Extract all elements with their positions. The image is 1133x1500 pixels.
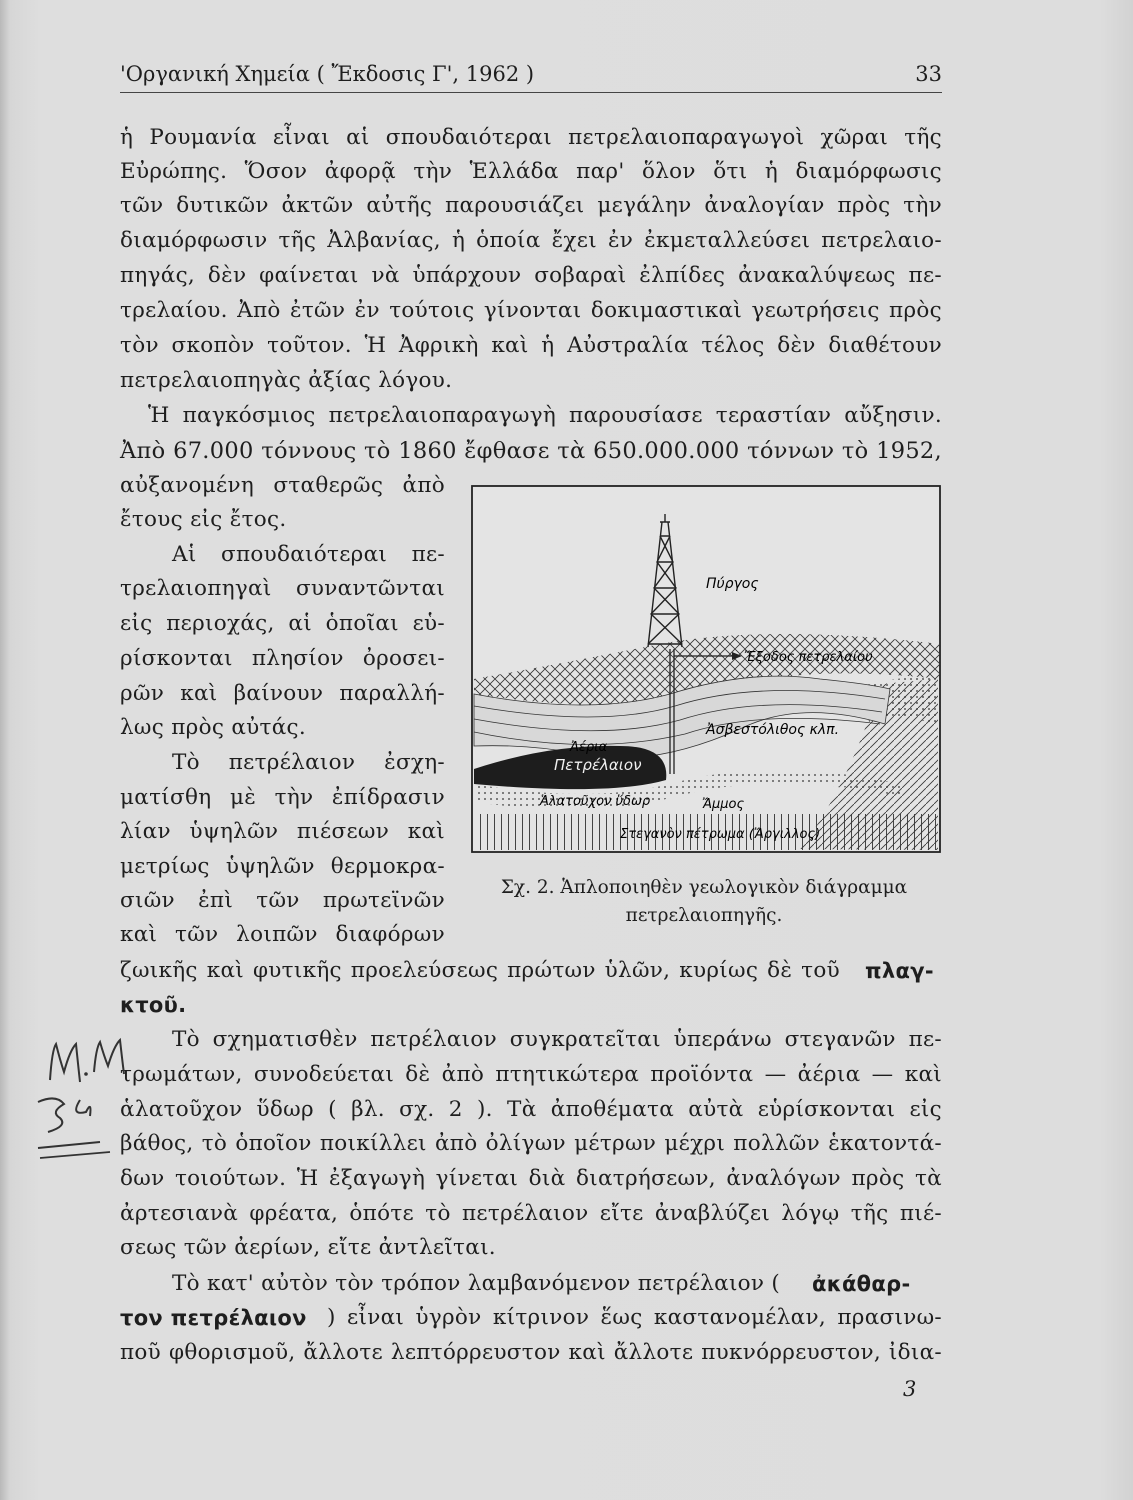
label-tower: Πύργος — [706, 576, 759, 592]
text-line: δων τοιούτων. Ἡ ἐξαγωγὴ γίνεται διὰ διατρήσεων, ἀναλόγων πρὸς τὰ — [120, 1166, 942, 1191]
text-line: Εὐρώπης. Ὅσον ἀφορᾷ τὴν Ἑλλάδα παρ' ὅλον ὅτι ἡ διαμόρφωσις — [120, 159, 942, 184]
header-title: 'Οργανική Χημεία ( Ἔκδοσις Γ', 1962 ) — [120, 62, 535, 86]
page-number: 33 — [915, 62, 942, 86]
bold-term-cont: κτοῦ. — [120, 993, 187, 1017]
text-line: ζωικῆς καὶ φυτικῆς προελεύσεως πρώτων ὑλῶν, κυρίως δὲ τοῦ — [120, 958, 840, 983]
text-line: τὸν σκοπὸν τοῦτον. Ἡ Ἀφρικὴ καὶ ἡ Αὐστραλία τέλος δὲν διαθέτουν — [120, 333, 942, 358]
text-line: λίαν ὑψηλῶν πιέσεων καὶ — [120, 819, 445, 844]
text-line: ἀρτεσιανὰ φρέατα, ὁπότε τὸ πετρέλαιον εἴτε ἀναβλύζει λόγῳ τῆς πιέ- — [120, 1201, 942, 1226]
text-line: ρῶν καὶ βαίνουν παραλλή- — [120, 681, 445, 706]
text-line: τρελαίου. Ἀπὸ ἐτῶν ἐν τούτοις γίνονται δοκιμαστικαὶ γεωτρήσεις πρὸς — [120, 298, 942, 323]
label-saltwater: Ἁλατοῦχον ὕδωρ — [540, 794, 651, 809]
running-header — [120, 58, 942, 93]
text-line: Ἀπὸ 67.000 τόννους τὸ 1860 ἔφθασε τὰ 650.000.000 τόννων τὸ 1952, — [120, 438, 942, 464]
text-line: πηγάς, δὲν φαίνεται νὰ ὑπάρχουν σοβαραὶ ἐλπίδες ἀνακαλύψεως πε- — [120, 263, 942, 288]
text-line: ἡ Ρουμανία εἶναι αἱ σπουδαιότεραι πετρελαιοπαραγωγοὶ χῶραι τῆς — [120, 125, 942, 150]
text-line: Τὸ πετρέλαιον ἐσχη- — [172, 750, 445, 775]
text-line: εἰς περιοχάς, αἱ ὁποῖαι εὑ- — [120, 611, 445, 636]
text-line: Αἱ σπουδαιότεραι πε- — [172, 542, 445, 567]
text-line: βάθος, τὸ ὁποῖον ποικίλλει ἀπὸ ὀλίγων μέτρων μέχρι πολλῶν ἑκατοντά- — [120, 1131, 942, 1156]
handwritten-margin-note — [30, 1020, 190, 1170]
bold-term: ἀκάθαρ- — [812, 1272, 911, 1296]
text-line: Ἡ παγκόσμιος πετρελαιοπαραγωγὴ παρουσίασε τεραστίαν αὔξησιν. — [148, 403, 942, 428]
text-line: μετρίως ὑψηλῶν θερμοκρα- — [120, 854, 445, 879]
text-line: λως πρὸς αὐτάς. — [120, 715, 307, 740]
text-line: ρίσκονται πλησίον ὀροσει- — [120, 646, 445, 671]
label-outlet: Ἔξοδος πετρελαίου — [744, 650, 873, 665]
label-limestone: Ἀσβεστόλιθος κλπ. — [706, 722, 840, 738]
text-line: διαμόρφωσιν τῆς Ἀλβανίας, ἡ ὁποία ἔχει ἐν ἐκμεταλλεύσει πετρελαιο- — [120, 228, 942, 253]
text-line: Τὸ κατ' αὐτὸν τὸν τρόπον λαμβανόμενον πετρέλαιον ( — [172, 1271, 781, 1296]
folio-number: 3 — [903, 1377, 917, 1401]
bold-term-cont: τον πετρέλαιον — [120, 1306, 307, 1330]
text-line: τῶν δυτικῶν ἀκτῶν αὐτῆς παρουσιάζει μεγάλην ἀναλογίαν πρὸς τὴν — [120, 193, 942, 218]
text-line: ματίσθη μὲ τὴν ἐπίδρασιν — [120, 785, 445, 810]
text-line: ἔτους εἰς ἔτος. — [120, 507, 287, 532]
text-line: ) εἶναι ὑγρὸν κίτρινον ἕως καστανομέλαν, πρασινω- — [327, 1305, 942, 1330]
text-line: σεως τῶν ἀερίων, εἴτε ἀντλεῖται. — [120, 1235, 496, 1260]
text-line: καὶ τῶν λοιπῶν διαφόρων — [120, 922, 445, 947]
text-line: αὐξανομένη σταθερῶς ἀπὸ — [120, 473, 445, 498]
oil-well-diagram — [470, 484, 942, 854]
label-sand: Ἄμμος — [702, 797, 745, 812]
text-line: τρωμάτων, συνοδεύεται δὲ ἀπὸ πτητικώτερα προϊόντα — ἀέρια — καὶ — [120, 1062, 942, 1087]
label-gas: Ἀέρια — [570, 740, 608, 755]
figure-caption: Σχ. 2. Ἁπλοποιηθὲν γεωλογικὸν διάγραμμα — [500, 877, 908, 898]
text-line: Τὸ σχηματισθὲν πετρέλαιον συγκρατεῖται ὑπεράνω στεγανῶν πε- — [172, 1027, 942, 1052]
text-line: πετρελαιοπηγὰς ἀξίας λόγου. — [120, 368, 453, 393]
text-line: σιῶν ἐπὶ τῶν πρωτεϊνῶν — [120, 888, 445, 913]
text-line: ποῦ φθορισμοῦ, ἄλλοτε λεπτόρρευστον καὶ ἄλλοτε πυκνόρρευστον, ἰδια- — [120, 1340, 942, 1365]
text-line: τρελαιοπηγαὶ συναντῶνται — [120, 576, 445, 601]
label-oil: Πετρέλαιον — [554, 756, 642, 774]
text-line: ἁλατοῦχον ὕδωρ ( βλ. σχ. 2 ). Τὰ ἀποθέματα αὐτὰ εὑρίσκονται εἰς — [120, 1097, 942, 1122]
label-impermeable: Στεγανὸν πέτρωμα (Ἄργιλλος) — [620, 827, 821, 842]
figure-caption-cont: πετρελαιοπηγῆς. — [625, 905, 783, 926]
bold-term: πλαγ- — [865, 959, 934, 983]
